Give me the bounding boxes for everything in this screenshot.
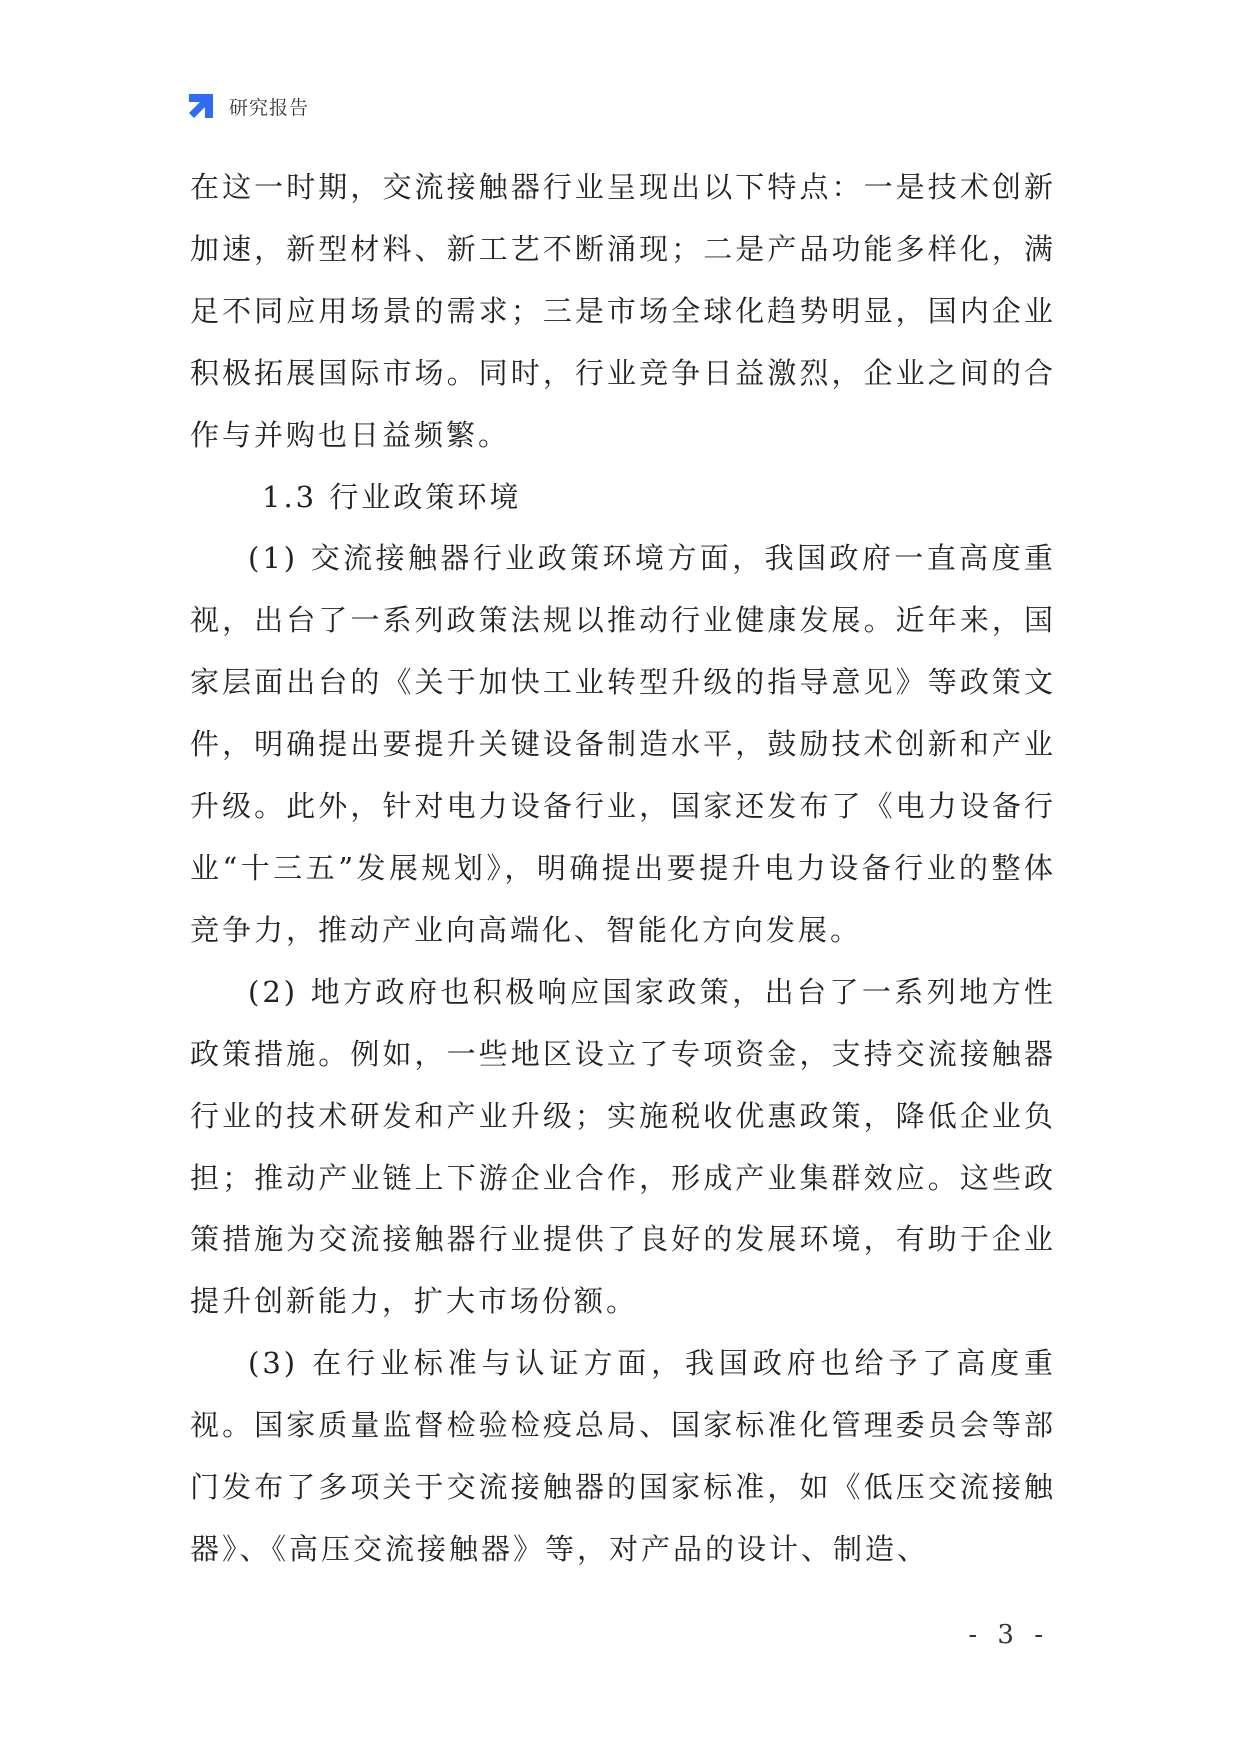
report-header: [185, 88, 309, 124]
policy-paragraph-3: (3) 在行业标准与认证方面，我国政府也给予了高度重视。国家质量监督检验检疫总局、国家标准化管理委员会等部门发布了多项关于交流接触器的国家标准，如《低压交流接触器》、《高压交流接触器》等，对产品的设计、制造、: [190, 1346, 1056, 1566]
arrow-up-right-icon: [185, 90, 217, 122]
page-number: - 3 -: [968, 1620, 1049, 1650]
policy-paragraph-1: (1) 交流接触器行业政策环境方面，我国政府一直高度重视，出台了一系列政策法规以推动行业健康发展。近年来，国家层面出台的《关于加快工业转型升级的指导意见》等政策文件，明确提出要提升关键设备制造水平，鼓励技术创新和产业升级。此外，针对电力设备行业，国家还发布了《电力设备行业“十三五”发展规划》，明确提出要提升电力设备行业的整体竞争力，推动产业向高端化、智能化方向发展。: [190, 541, 1056, 947]
section-heading: 1.3 行业政策环境: [262, 479, 522, 514]
policy-paragraph-2: (2) 地方政府也积极响应国家政策，出台了一系列地方性政策措施。例如，一些地区设立了专项资金，支持交流接触器行业的技术研发和产业升级；实施税收优惠政策，降低企业负担；推动产业链上下游企业合作，形成产业集群效应。这些政策措施为交流接触器行业提供了良好的发展环境，有助于企业提升创新能力，扩大市场份额。: [190, 974, 1056, 1319]
intro-paragraph: 在这一时期，交流接触器行业呈现出以下特点：一是技术创新加速，新型材料、新工艺不断涌现；二是产品功能多样化，满足不同应用场景的需求；三是市场全球化趋势明显，国内企业积极拓展国际市场。同时，行业竞争日益激烈，企业之间的合作与并购也日益频繁。: [190, 170, 1056, 452]
report-header-title: 研究报告: [229, 96, 310, 119]
document-body: [190, 157, 1056, 1581]
